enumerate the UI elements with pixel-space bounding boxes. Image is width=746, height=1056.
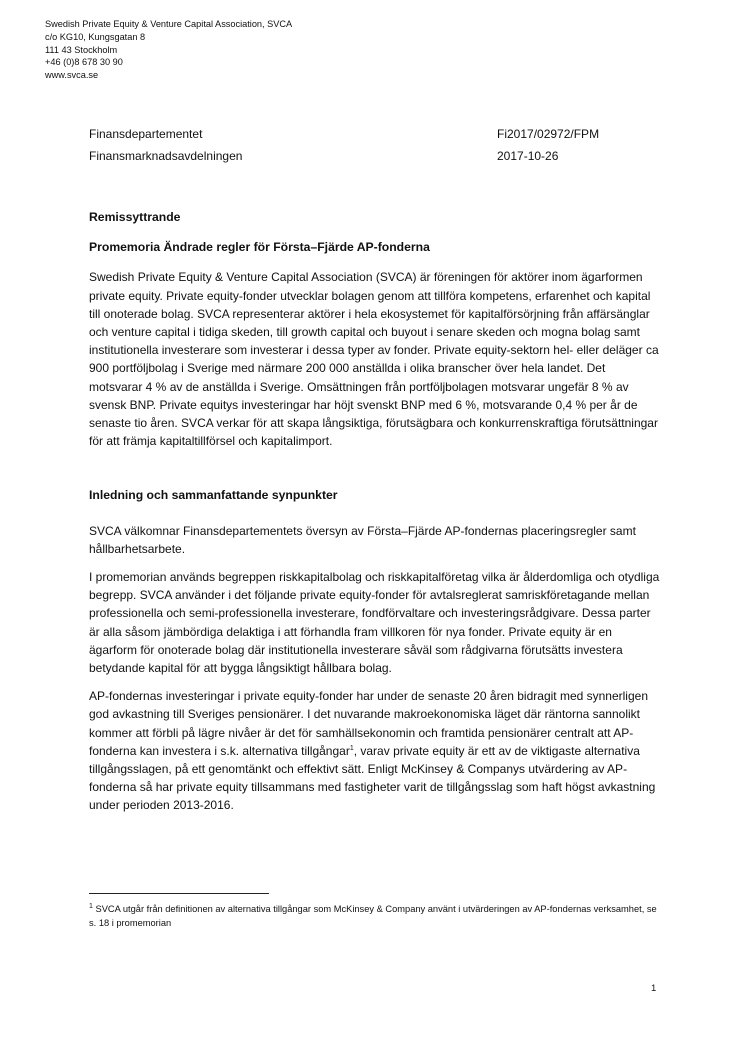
paragraph-returns-start: AP-fondernas investeringar i private equity-fonder har under de senaste 20 åren bidragit med synnerligen god avkastning till Sveriges pensionärer. I det nuvarande makroekonomiska läget där räntorna sannolikt kommer att förbli på lägre nivåer är det för samhällsekonomin och framtida pensionärer centralt att AP-fonderna kan investera i s.k. alternativa tillgångar xyxy=(89,689,648,758)
footnote-mark: 1 xyxy=(89,902,93,910)
footnote xyxy=(89,902,664,930)
intro-paragraph: Swedish Private Equity & Venture Capital Association (SVCA) är föreningen för aktörer inom ägarformen private equity. Private equity-fonder utvecklar bolagen genom att tillföra kompetens, erfarenhet och kapital till onoterade bolag. SVCA representerar aktörer i hela ekosystemet för kapitalförsörjning från affärsänglar och venture capital i tidiga skeden, till growth capital och buyout i senare skeden och mogna bolag samt institutionella investerare som investerar i dessa typer av fonder. Private equity-sektorn hel- eller deläger ca 900 portföljbolag i Sverige med närmare 200 000 anställda i olika branscher över hela landet. Det motsvarar 4 % av de anställda i Sverige. Omsättningen från portföljbolagen motsvarar ungefär 8 % av svensk BNP. Private equitys investeringar har höjt svenskt BNP med 6 %, motsvarande 0,4 % per år de senaste tio åren. SVCA verkar för att skapa långsiktiga, förutsägbara och konkurrenskraftiga förutsättningar för att främja kapitaltillförsel och kapitalimport. xyxy=(89,270,659,449)
document-type-heading: Remissyttrande xyxy=(89,210,181,224)
page-number: 1 xyxy=(651,983,657,994)
document-body xyxy=(89,208,661,815)
section-heading: Inledning och sammanfattande synpunkter xyxy=(89,488,338,503)
sender-name: Swedish Private Equity & Venture Capital Association, SVCA xyxy=(45,19,293,29)
document-date: 2017-10-26 xyxy=(497,149,559,163)
recipient-block xyxy=(89,123,242,167)
document-title: Promemoria Ändrade regler för Första–Fjärde AP-fonderna xyxy=(89,240,430,255)
sender-block xyxy=(45,18,292,82)
sender-address: c/o KG10, Kungsgatan 8 xyxy=(45,31,146,42)
footnote-text: SVCA utgår från definitionen av alternativa tillgångar som McKinsey & Company använt i utvärderingen av AP-fondernas verksamhet, se s. 18 i promemorian xyxy=(89,904,657,928)
paragraph-returns-end: , varav private equity är ett av de viktigaste alternativa tillgångsslagen, på ett genomtänkt och effektivt sätt. Enligt McKinsey & Companys utvärdering av AP-fonderna så har private equity tillsammans med fastigheter varit de tillgångsslag som haft högst avkastning under perioden 2013-2016. xyxy=(89,743,656,813)
reference-block xyxy=(497,123,599,167)
sender-phone: +46 (0)8 678 30 90 xyxy=(45,57,123,68)
footnote-separator xyxy=(89,893,269,894)
sender-city: 111 43 Stockholm xyxy=(45,44,118,55)
reference-number: Fi2017/02972/FPM xyxy=(497,127,600,141)
sender-website: www.svca.se xyxy=(45,70,99,81)
paragraph-returns xyxy=(89,687,661,814)
footnote-reference: 1 xyxy=(349,744,354,752)
recipient-line-2: Finansmarknadsavdelningen xyxy=(89,149,243,163)
paragraph-welcome: SVCA välkomnar Finansdepartementets översyn av Första–Fjärde AP-fondernas placeringsregler samt hållbarhetsarbete. xyxy=(89,523,636,556)
paragraph-terminology: I promemorian används begreppen riskkapitalbolag och riskkapitalföretag vilka är ålderdomliga och otydliga begrepp. SVCA använder i det följande private equity-fonder för avtalsreglerat samriskföretagande mellan professionella och semi-professionella investerare, fondförvaltare och investeringsrådgivare. Dessa parter är alla såsom jämbördiga delaktiga i att förhandla fram villkoren för nya fonder. Private equity är en ägarform för onoterade bolag där institutionella investerare såväl som rådgivarna förutsätts investera betydande kapital för att bygga långsiktigt hållbara bolag. xyxy=(89,570,660,676)
recipient-line-1: Finansdepartementet xyxy=(89,127,203,141)
